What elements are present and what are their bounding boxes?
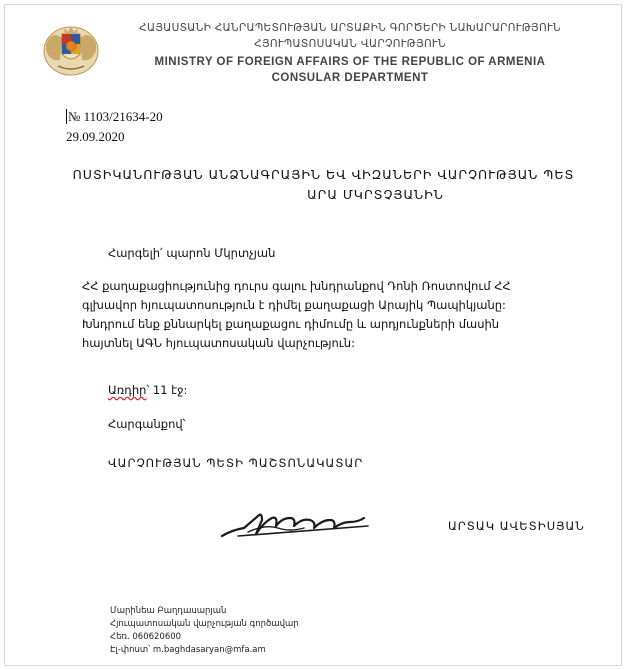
signatory-position: ՎԱՐՉՈՒԹՅԱՆ ՊԵՏԻ ՊԱՇՏՈՆԱԿԱՏԱՐ bbox=[108, 456, 364, 470]
greeting: Հարգելի՛ պարոն Մկրտչյան bbox=[108, 246, 276, 260]
department-name-armenian: ՀՅՈՒՊԱՏՈՍԱԿԱՆ ՎԱՐՉՈՒԹՅՈՒՆ bbox=[254, 38, 446, 50]
contact-phone: Հեռ. 060620600 bbox=[110, 632, 182, 642]
department-name-english: CONSULAR DEPARTMENT bbox=[271, 72, 429, 84]
ministry-name-english: MINISTRY OF FOREIGN AFFAIRS OF THE REPUBLIC OF ARMENIA bbox=[154, 56, 546, 68]
reference-number: № 1103/21634-20 bbox=[68, 109, 163, 124]
signatory-name: ԱՐՏԱԿ ԱՎԵՏԻՍՅԱՆ bbox=[448, 519, 585, 533]
contact-name: Մարինեա Բաղդասարյան bbox=[110, 606, 227, 616]
closing-phrase: Հարգանքով՝ bbox=[108, 417, 186, 431]
contact-email: Էլ-փոստ՝ m.baghdasaryan@mfa.am bbox=[110, 645, 266, 655]
document-page bbox=[4, 4, 622, 666]
letter-date: 29.09.2020 bbox=[66, 129, 125, 144]
coat-of-arms-icon bbox=[40, 20, 102, 78]
addressee-title: ՈՍՏԻԿԱՆՈՒԹՅԱՆ ԱՆՁՆԱԳՐԱՅԻՆ ԵՎ ՎԻԶԱՆԵՐԻ ՎԱՐՉՈՒԹՅԱՆ ՊԵՏ bbox=[72, 167, 575, 182]
contact-title: Հյուպատոսական վարչության գործավար bbox=[110, 619, 299, 629]
body-line: հայտնել ԱԳՆ հյուպատոսական վարչություն: bbox=[82, 336, 355, 350]
body-line: Խնդրում ենք քննարկել քաղաքացու դիմումը և արդյունքների մասին bbox=[82, 317, 500, 331]
attachment-note bbox=[108, 383, 187, 397]
addressee-name: ԱՐԱ ՄԿՐՏՉՅԱՆԻՆ bbox=[307, 187, 444, 202]
attachment-pages: ՝ 11 էջ: bbox=[146, 383, 188, 397]
ministry-name-armenian: ՀԱՅԱՍՏԱՆԻ ՀԱՆՐԱՊԵՏՈՒԹՅԱՆ ԱՐՏԱՔԻՆ ԳՈՐԾԵՐԻ ՆԱԽԱՐԱՐՈՒԹՅՈՒՆ bbox=[139, 22, 561, 34]
reference-number-line bbox=[66, 109, 163, 125]
handwritten-signature bbox=[218, 506, 374, 546]
attachment-word: Առդիր bbox=[108, 383, 147, 397]
body-line: գլխավոր հյուպատոսություն է դիմել քաղաքացի Արայիկ Պապիկյանը: bbox=[82, 298, 506, 312]
body-line: ՀՀ քաղաքացիությունից դուրս գալու խնդրանքով Դոնի Ռոստովում ՀՀ bbox=[82, 279, 511, 293]
